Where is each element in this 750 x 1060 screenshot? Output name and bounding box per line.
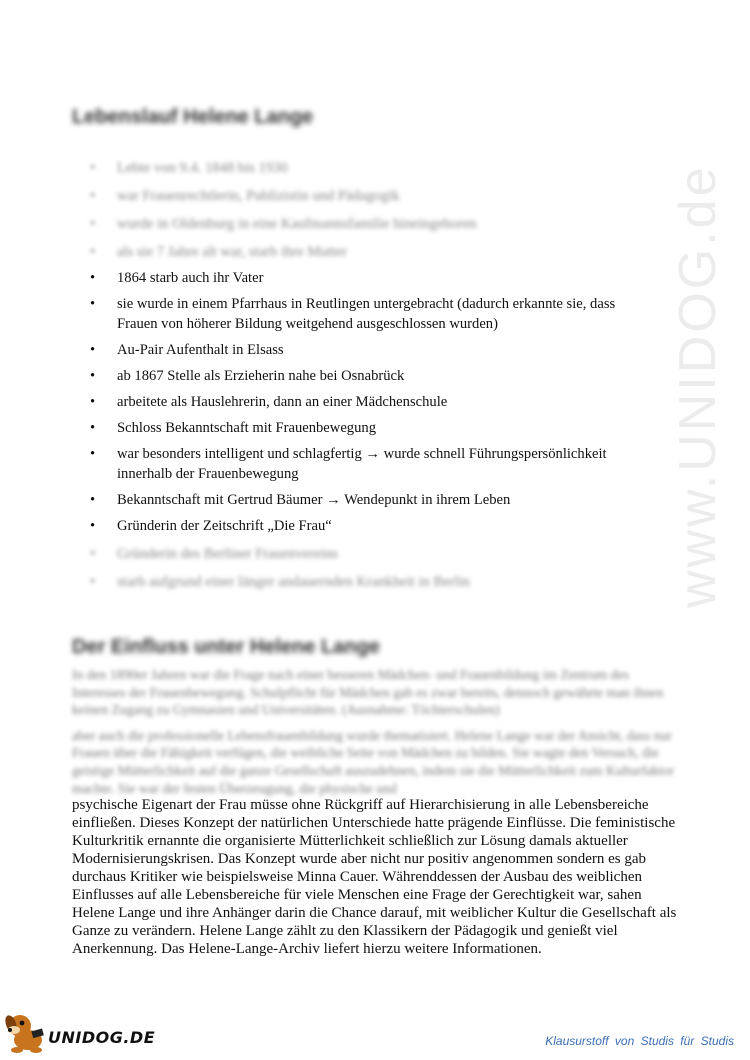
list-item-text: wurde in Oldenburg in eine Kaufmannsfamilie hineingeboren	[117, 216, 477, 232]
list-item-text: Bekanntschaft mit Gertrud Bäumer → Wendepunkt in ihrem Leben	[117, 492, 511, 508]
list-item	[90, 572, 645, 592]
paragraph: psychische Eigenart der Frau müsse ohne Rückgriff auf Hierarchisierung in alle Lebensbereiche einfließen. Dieses Konzept der natürlichen Unterschiede hatte prägende Einflüsse. Die feministische Kulturkritik ernannte die organisierte Mütterlichkeit schließlich zur Lösung damals aktueller Modernisierungskrisen. Das Konzept wurde aber nicht nur positiv angenommen sondern es gab durchaus Kritiker wie beispielsweise Minna Cauer. Währenddessen der Ausbau des weiblichen Einflusses auf alle Lebensbereiche für viele Menschen eine Frage der Gerechtigkeit war, sahen Helene Lange und ihre Anhänger darin die Chance darauf, mit weiblicher Kultur die Gesellschaft als Ganze zu verändern. Helene Lange zählt zu den Klassikern der Pädagogik und genießt viel Anerkennung. Das Helene-Lange-Archiv liefert hierzu weitere Informationen.	[72, 797, 677, 957]
unidog-logo	[0, 1014, 190, 1054]
list-item	[90, 418, 645, 438]
list-item	[90, 490, 645, 510]
list-item-text: starb aufgrund einer länger andauernden Krankheit in Berlin	[117, 574, 470, 590]
list-item-text: arbeitete als Hauslehrerin, dann an einer Mädchenschule	[117, 394, 448, 410]
list-item-text: war besonders intelligent und schlagfertig → wurde schnell Führungspersönlichkeit innerhalb der Frauenbewegung	[117, 446, 607, 482]
bullet-icon: •	[90, 368, 96, 384]
bullet-icon: •	[90, 296, 96, 312]
bullet-icon: •	[90, 518, 96, 534]
bullet-icon: •	[90, 420, 96, 436]
bullet-icon: •	[90, 446, 96, 462]
footer-tagline: Klausurstoff von Studis für Studis	[545, 1034, 734, 1048]
bullet-icon: •	[90, 160, 96, 176]
list-item	[90, 444, 645, 484]
list-item	[90, 544, 645, 564]
list-item-text: 1864 starb auch ihr Vater	[117, 270, 264, 286]
list-item	[90, 294, 645, 334]
list-item	[90, 516, 645, 536]
list-item	[90, 242, 645, 262]
logo-text: UNIDOG.DE	[48, 1028, 156, 1047]
document-title: Lebenslauf Helene Lange	[72, 106, 314, 128]
list-item-text: sie wurde in einem Pfarrhaus in Reutlingen untergebracht (dadurch erkannte sie, dass Frauen von höherer Bildung weitgehend ausgeschlossen wurden)	[117, 296, 616, 332]
list-item	[90, 214, 645, 234]
bullet-icon: •	[90, 244, 96, 260]
list-item-text: ab 1867 Stelle als Erzieherin nahe bei Osnabrück	[117, 368, 405, 384]
list-item	[90, 340, 645, 360]
list-item	[90, 392, 645, 412]
bullet-icon: •	[90, 216, 96, 232]
section-title: Der Einfluss unter Helene Lange	[72, 636, 380, 658]
list-item	[90, 366, 645, 386]
bullet-list	[90, 158, 645, 592]
list-item	[90, 158, 645, 178]
bullet-icon: •	[90, 394, 96, 410]
list-item-text: Gründerin der Zeitschrift „Die Frau“	[117, 518, 332, 534]
bullet-icon: •	[90, 574, 96, 590]
list-item	[90, 186, 645, 206]
bullet-icon: •	[90, 492, 96, 508]
bullet-icon: •	[90, 546, 96, 562]
paragraph: aber auch die professionelle Lebensfrauenbildung wurde thematisiert. Helene Lange war der Ansicht, dass nur Frauen über die Fähigkeit verfügen, die weibliche Seite von Mädchen zu bilden. Sie wagte den Versuch, die geistige Mütterlichkeit auf die ganze Gesellschaft auszudehnen, indem sie die Mütterlichkeit zum Kulturfaktor machte. Sie war der festen Überzeugung, die physische und	[72, 727, 675, 796]
list-item-text: war Frauenrechtlerin, Publizistin und Pädagogik	[117, 188, 400, 204]
list-item	[90, 268, 645, 288]
blurred-text-block	[72, 666, 682, 805]
watermark-text: www.UNIDOG.de	[669, 164, 727, 608]
paragraph: In den 1890er Jahren war die Frage nach einer besseren Mädchen- und Frauenbildung im Zentrum des Interesses der Frauenbewegung. Schulpflicht für Mädchen gab es zwar bereits, dennoch gewährte man ihnen keinen Zugang zu Gymnasien und Universitäten. (Ausnahme: Töchterschulen)	[72, 667, 664, 718]
bullet-icon: •	[90, 188, 96, 204]
list-item-text: Au-Pair Aufenthalt in Elsass	[117, 342, 284, 358]
list-item-text: Schloss Bekanntschaft mit Frauenbewegung	[117, 420, 376, 436]
list-item-text: als sie 7 Jahre alt war, starb ihre Mutter	[117, 244, 348, 260]
bullet-icon: •	[90, 270, 96, 286]
list-item-text: Lebte von 9.4. 1848 bis 1930	[117, 160, 288, 176]
bullet-icon: •	[90, 342, 96, 358]
list-item-text: Gründerin des Berliner Frauenvereins	[117, 546, 338, 562]
dog-mascot-icon	[2, 1010, 52, 1054]
